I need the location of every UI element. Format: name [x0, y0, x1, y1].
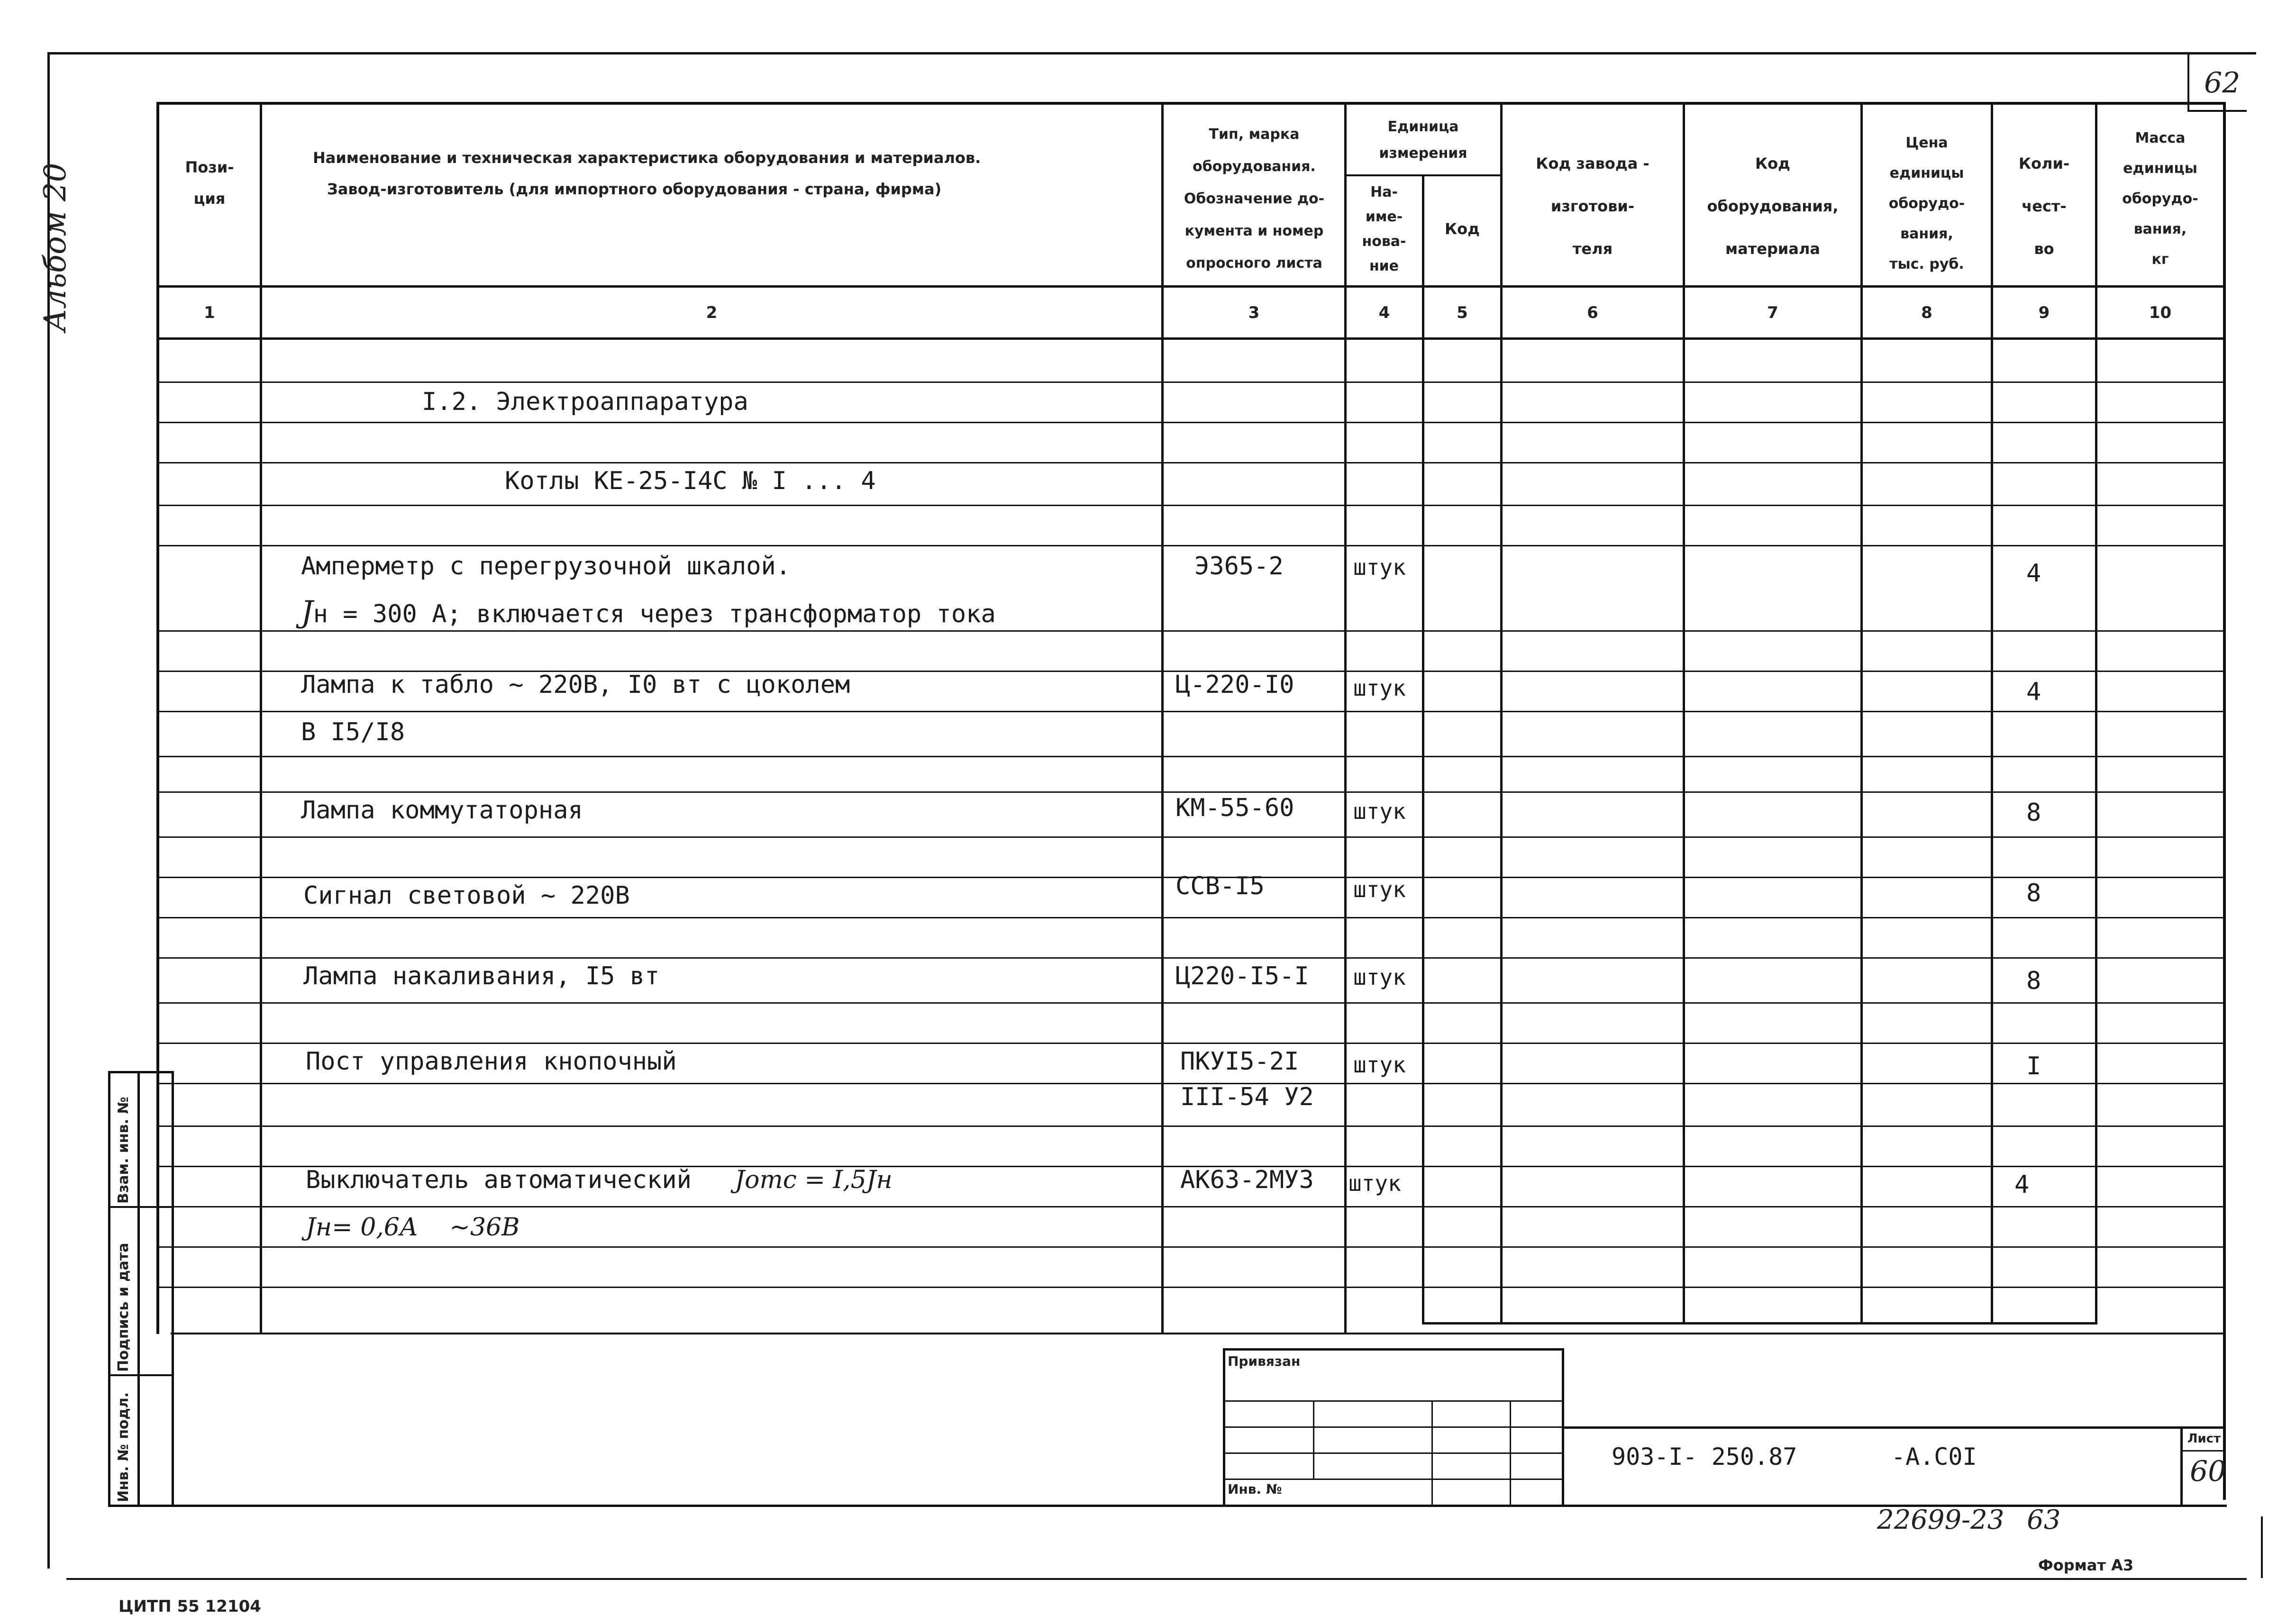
row-line: [156, 1246, 2225, 1248]
colnum-6: 6: [1587, 303, 1598, 322]
row-3-type: КМ-55-60: [1175, 794, 1294, 822]
stamp-box-row2: [1223, 1426, 1564, 1428]
row-1-unit: штук: [1353, 554, 1406, 580]
col-line-9: [2095, 102, 2097, 1325]
colnum-7: 7: [1767, 303, 1778, 322]
side-strip-left: [108, 1071, 110, 1507]
row-line: [156, 1287, 2225, 1288]
header-quantity: Коли- чест- во: [2018, 154, 2070, 258]
row-line: [156, 1002, 2225, 1004]
row-3-unit: штук: [1353, 798, 1406, 824]
document-suffix: -А.С0I: [1891, 1443, 1977, 1470]
row-line: [156, 422, 2225, 423]
right-edge-mark: [2261, 1516, 2263, 1578]
side-strip-top: [108, 1071, 173, 1073]
row-line: [156, 545, 2225, 546]
row-line: [156, 1043, 2225, 1044]
row-line: [156, 917, 2225, 918]
row-5-unit: штук: [1353, 964, 1406, 990]
archive-number: 22699-23 63: [1877, 1505, 2061, 1535]
row-6-type: ПКУI5-2I: [1180, 1047, 1299, 1076]
row-2-name: Лампа к табло ~ 220В, I0 вт с цоколем: [301, 671, 850, 699]
table-bottom: [171, 1333, 2225, 1334]
row-line: [156, 791, 2225, 793]
row-6-qty: I: [2026, 1052, 2041, 1080]
header-unit-name: На- име- нова- ние: [1362, 184, 1406, 274]
sheet-label: Лист: [2187, 1432, 2221, 1446]
row-4-unit: штук: [1353, 877, 1406, 902]
row-line: [156, 836, 2225, 838]
row-2-name-2: В I5/I8: [301, 718, 405, 746]
side-replace-inv: Взам. инв. №: [115, 1097, 132, 1204]
header-position: Пози- ция: [185, 158, 234, 208]
row-7-type: АК63-2МУ3: [1180, 1166, 1314, 1194]
header-type: Тип, марка оборудования. Обозначение до- кумента и номер опросного листа: [1184, 126, 1325, 272]
row-line: [156, 1125, 2225, 1127]
colnum-3: 3: [1248, 303, 1260, 322]
row-7-qty: 4: [2014, 1170, 2030, 1199]
colnum-9: 9: [2038, 303, 2050, 322]
colnum-1: 1: [204, 303, 215, 322]
side-strip-div2: [108, 1374, 173, 1376]
row-7-unit: штук: [1348, 1170, 1401, 1196]
sheet-box-mid: [2180, 1450, 2225, 1452]
colnum-bottom: [156, 337, 2225, 340]
header-equipment-code: Код оборудования, материала: [1707, 154, 1839, 258]
header-price: Цена единицы оборудо- вания, тыс. руб.: [1888, 135, 1965, 272]
colnum-2: 2: [706, 303, 718, 322]
row-6-unit: штук: [1353, 1052, 1406, 1078]
row-line: [156, 630, 2225, 632]
col-line-8: [1991, 102, 1993, 1325]
bottom-left-stamp: ЦИТП 55 12104: [118, 1597, 261, 1616]
row-7-name: Выключатель автоматический Jотс = I,5Jн: [306, 1166, 893, 1194]
page-number-box-bottom: [2187, 110, 2247, 112]
row-line: [156, 505, 2225, 506]
sheet-number: 60: [2190, 1455, 2226, 1488]
colnum-8: 8: [1921, 303, 1932, 322]
row-1-name: Амперметр с перегрузочной шкалой.: [301, 552, 791, 581]
row-line: [156, 462, 2225, 463]
stamp-box-row3: [1223, 1452, 1564, 1454]
album-label: Альбом 20: [38, 163, 73, 332]
row-2-qty: 4: [2026, 678, 2041, 706]
colnum-4: 4: [1378, 303, 1390, 322]
row-3-qty: 8: [2026, 798, 2041, 827]
row-4-type: ССВ-I5: [1175, 872, 1265, 900]
stamp-box-col3: [1510, 1400, 1511, 1505]
stamp-box-col2: [1431, 1400, 1433, 1505]
row-1-qty: 4: [2026, 559, 2041, 588]
header-name: Наименование и техническая характеристика оборудования и материалов. Завод-изготовитель (для импортного оборудования - страна, фирма): [313, 149, 981, 198]
stamp-box-row1: [1223, 1400, 1564, 1402]
unit-group-divider: [1344, 174, 1501, 176]
col-line-2: [1161, 102, 1164, 1334]
format-label: Формат А3: [2038, 1556, 2134, 1574]
header-bottom: [156, 285, 2225, 288]
colnum-10: 10: [2149, 303, 2172, 322]
row-6-type-2: III-54 У2: [1180, 1083, 1314, 1111]
row-4-qty: 8: [2026, 879, 2041, 907]
colnum-5: 5: [1457, 303, 1468, 322]
row-3-name: Лампа коммутаторная: [301, 796, 583, 825]
section-title: I.2. Электроаппаратура: [422, 388, 748, 416]
table-top: [156, 102, 2225, 105]
boxed-area-bottom: [1422, 1322, 2097, 1325]
side-sign-date: Подпись и дата: [115, 1243, 132, 1372]
header-unit-group: Единица измерения: [1379, 118, 1467, 162]
stamp-inv-label: Инв. №: [1228, 1481, 1282, 1497]
page-top-number: 62: [2204, 66, 2241, 100]
stamp-attached-label: Привязан: [1228, 1353, 1301, 1369]
side-inv-original: Инв. № подл.: [115, 1392, 132, 1502]
header-factory-code: Код завода - изготови- теля: [1536, 154, 1649, 258]
col-line-1: [260, 102, 262, 1334]
row-1-name-2: Jн = 300 А; включается через трансформатор тока: [301, 595, 996, 630]
row-2-type: Ц-220-I0: [1175, 671, 1294, 699]
document-code: 903-I- 250.87: [1612, 1443, 1797, 1470]
row-line: [156, 957, 2225, 959]
row-5-name: Лампа накаливания, I5 вт: [303, 962, 660, 990]
row-line: [156, 711, 2225, 712]
header-unit-code: Код: [1445, 220, 1480, 238]
header-mass: Масса единицы оборудо- вания, кг: [2122, 130, 2198, 268]
title-block-top: [1564, 1426, 2225, 1429]
side-strip-div1: [108, 1206, 173, 1208]
row-2-unit: штук: [1353, 675, 1406, 701]
outer-frame-bottom: [66, 1578, 2247, 1580]
row-line: [156, 381, 2225, 383]
row-6-name: Пост управления кнопочный: [306, 1047, 677, 1076]
row-5-qty: 8: [2026, 967, 2041, 995]
stamp-box-col1: [1313, 1400, 1314, 1479]
col-line-4: [1422, 175, 1424, 1322]
col-line-5: [1500, 102, 1503, 1325]
outer-frame-top: [47, 52, 2256, 54]
row-1-type: Э365-2: [1194, 552, 1284, 581]
row-4-name: Сигнал световой ~ 220В: [303, 881, 630, 910]
table-right: [2223, 102, 2226, 1500]
side-strip-right: [172, 1071, 174, 1507]
col-line-7: [1860, 102, 1863, 1325]
row-line: [156, 756, 2225, 757]
col-line-3: [1344, 102, 1347, 1334]
row-5-type: Ц220-I5-I: [1175, 962, 1309, 990]
row-line: [156, 1206, 2225, 1207]
subsection-title: Котлы КЕ-25-I4С № I ... 4: [505, 467, 876, 495]
side-strip-mid: [137, 1071, 140, 1507]
col-line-6: [1683, 102, 1685, 1325]
row-7-name-2: Jн= 0,6А ~36В: [306, 1213, 520, 1242]
